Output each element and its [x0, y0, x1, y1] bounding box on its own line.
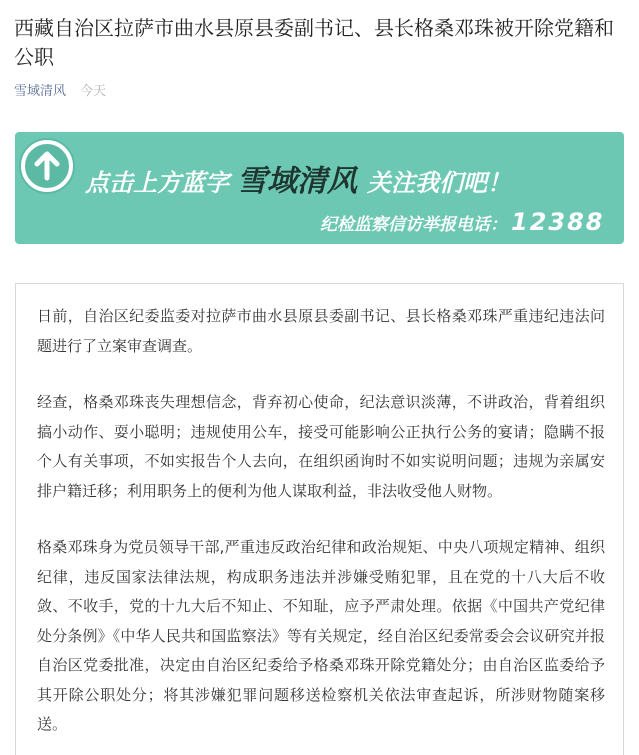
article-title: 西藏自治区拉萨市曲水县原县委副书记、县长格桑邓珠被开除党籍和公职 [14, 16, 614, 69]
body-paragraph: 格桑邓珠身为党员领导干部,严重违反政治纪律和政治规矩、中央八项规定精神、组织纪律，违反国家法律法规，构成职务违法并涉嫌受贿犯罪，且在党的十八大后不收敛、不收手，党的十九大后不知止、不知耻，应予严肃处理。依据《中国共产党纪律处分条例》《中华人民共和国监察法》等有关规定，经自治区纪委常委会会议研究并报自治区党委批准，决定由自治区纪委给予格桑邓珠开除党籍处分；由自治区监委给予其开除公职处分；将其涉嫌犯罪问题移送检察机关依法审查起诉，所涉财物随案移送。 [37, 538, 605, 733]
hotline-label: 纪检监察信访举报电话： [320, 215, 507, 235]
hotline-number: 12388 [511, 208, 605, 236]
account-name-link[interactable]: 雪域清风 [14, 84, 67, 99]
banner-prompt-text: 点击上方蓝字 [85, 169, 229, 197]
up-arrow-icon [19, 138, 75, 194]
banner-follow-line [85, 162, 511, 203]
article-meta [14, 84, 106, 100]
body-paragraph: 日前，自治区纪委监委对拉萨市曲水县原县委副书记、县长格桑邓珠严重违纪违法问题进行了立案审查调查。 [37, 307, 605, 355]
banner-hotline-line [320, 210, 605, 237]
banner-follow-text: 关注我们吧！ [367, 169, 511, 197]
article-body [15, 283, 624, 755]
follow-banner[interactable] [15, 132, 624, 244]
publish-date: 今天 [80, 84, 107, 99]
body-paragraph: 经查，格桑邓珠丧失理想信念，背弃初心使命，纪法意识淡薄，不讲政治，背着组织搞小动作、耍小聪明；违规使用公车，接受可能影响公正执行公务的宴请；隐瞒不报个人有关事项，不如实报告个人去向，在组织函询时不如实说明问题；违规为亲属安排户籍迁移；利用职务上的便利为他人谋取利益，非法收受他人财物。 [37, 393, 605, 500]
banner-brand-text: 雪域清风 [237, 164, 357, 199]
